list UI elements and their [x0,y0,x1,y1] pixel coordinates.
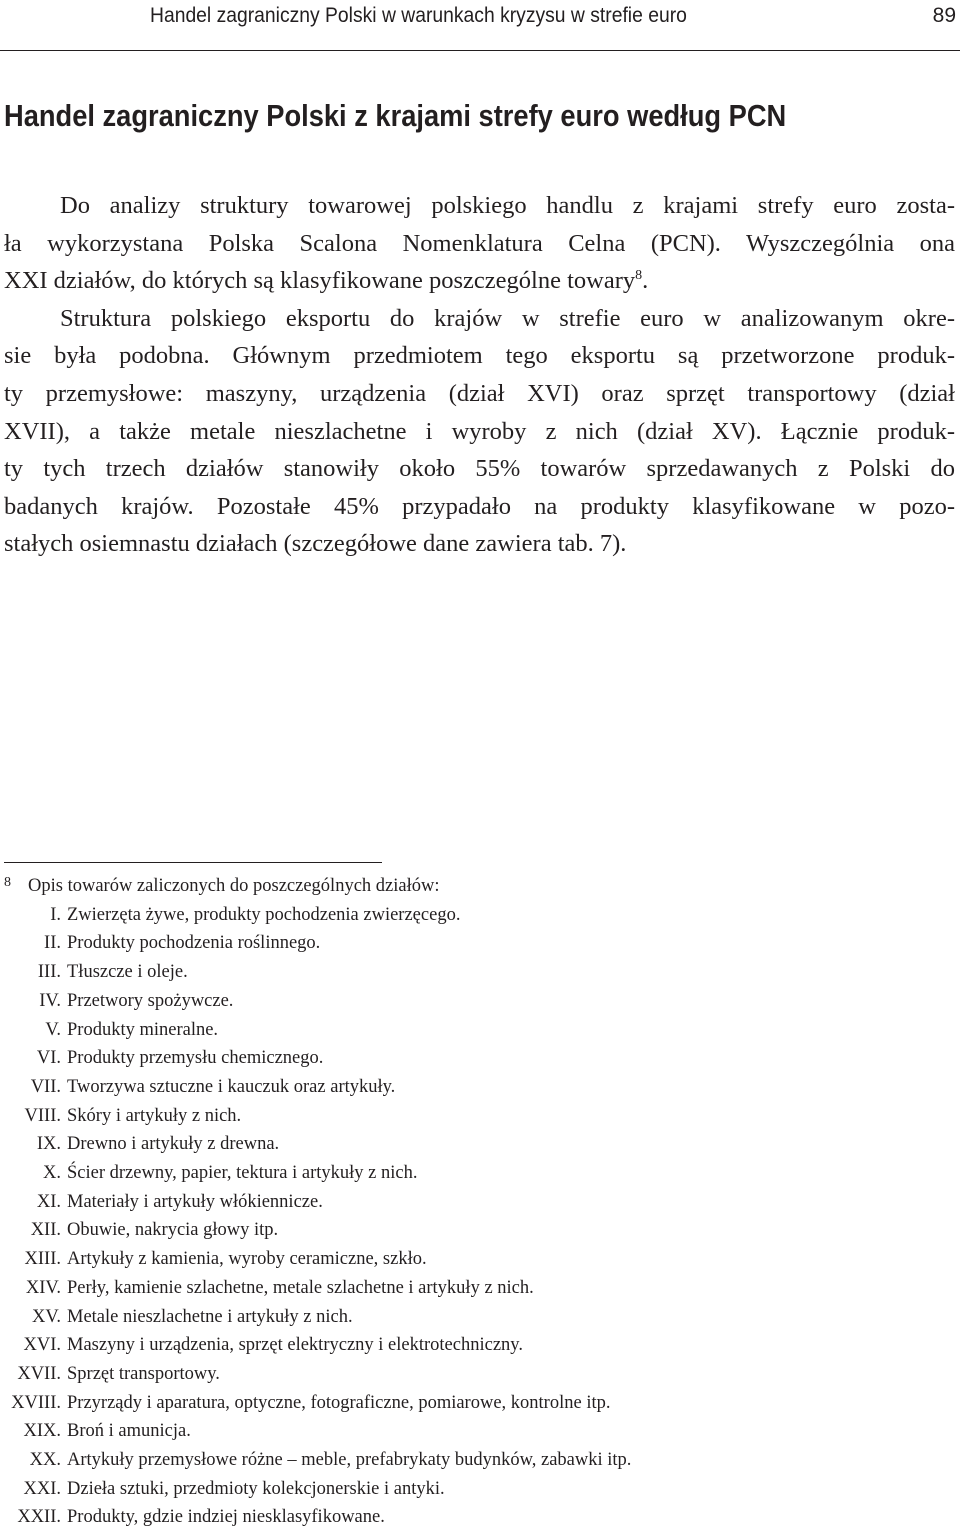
section-description: Skóry i artykuły z nich. [67,1105,242,1126]
section-numeral: IX. [36,1134,61,1155]
section-numeral: XXI. [23,1478,61,1499]
section-description: Broń i amunicja. [67,1421,191,1442]
paragraph-line: XVII), a także metale nieszlachetne i wyroby z nich (dział XV). Łącznie produk- [4,417,955,445]
paragraph-line: stałych osiemnastu działach (szczegółowe dane zawiera tab. 7). [4,530,627,558]
footnote-list-item [0,987,960,1016]
running-title: Handel zagraniczny Polski w warunkach kryzysu w strefie euro [150,4,687,27]
section-description: Obuwie, nakrycia głowy itp. [67,1220,279,1241]
section-numeral: XV. [32,1306,61,1327]
paragraph-line: sie była podobna. Głównym przedmiotem tego eksportu są przetworzone produk- [4,342,955,370]
section-heading: Handel zagraniczny Polski z krajami strefy euro według PCN [4,98,787,133]
footnote-list-item [0,1503,960,1532]
section-description: Dzieła sztuki, przedmioty kolekcjonerskie i antyki. [67,1478,445,1499]
section-description: Materiały i artykuły włókiennicze. [67,1191,323,1212]
section-numeral: IV. [39,990,61,1011]
footnote-list-item [0,901,960,930]
footnote-list-item [0,1216,960,1245]
footnote-list-item [0,1188,960,1217]
footnote-list-item [0,1073,960,1102]
footnote-mark: 8 [4,875,11,890]
section-description: Przetwory spożywcze. [67,990,234,1011]
section-description: Maszyny i urządzenia, sprzęt elektryczny i elektrotechniczny. [67,1335,523,1356]
section-description: Perły, kamienie szlachetne, metale szlachetne i artykuły z nich. [67,1277,534,1298]
section-description: Sprzęt transportowy. [67,1363,220,1384]
section-numeral: VII. [30,1076,61,1097]
footnote-list-item [0,1274,960,1303]
footnote-list-item [0,1331,960,1360]
section-description: Produkty pochodzenia roślinnego. [67,933,321,954]
section-numeral: XIV. [25,1277,61,1298]
section-numeral: XI. [36,1191,61,1212]
footnote-list [0,901,960,1532]
paragraph-line: badanych krajów. Pozostałe 45% przypadało na produkty klasyfikowane w pozo- [4,492,955,520]
section-numeral: XIX. [23,1421,61,1442]
footnote-list-item [0,1389,960,1418]
page-number: 89 [932,4,956,27]
section-numeral: VIII. [24,1105,61,1126]
paragraph-line-text: XXI działów, do których są klasyfikowane poszczególne towary [4,267,636,295]
section-description: Przyrządy i aparatura, optyczne, fotograficzne, pomiarowe, kontrolne itp. [67,1392,611,1413]
section-description: Artykuły z kamienia, wyroby ceramiczne, szkło. [67,1249,427,1270]
footnote-list-item [0,1360,960,1389]
section-numeral: XVIII. [11,1392,61,1413]
footnote-list-item [0,1130,960,1159]
section-numeral: XVII. [17,1363,61,1384]
section-description: Ścier drzewny, papier, tektura i artykuły z nich. [67,1163,418,1184]
footnote-list-item [0,1044,960,1073]
footnote-list-item [0,1446,960,1475]
section-description: Tłuszcze i oleje. [67,962,188,983]
section-description: Produkty, gdzie indziej niesklasyfikowane. [67,1507,385,1528]
section-numeral: XII. [30,1220,61,1241]
footnote-list-item [0,1475,960,1504]
footnote-list-item [0,1417,960,1446]
footnote-intro-row [0,872,960,901]
footnote-list-item [0,1303,960,1332]
paragraph-line: ty tych trzech działów stanowiły około 55% towarów sprzedawanych z Polski do [4,455,955,483]
footnote-divider [4,862,382,863]
section-numeral: XIII. [24,1249,61,1270]
section-numeral: I. [50,904,61,925]
section-description: Drewno i artykuły z drewna. [67,1134,280,1155]
section-description: Zwierzęta żywe, produkty pochodzenia zwierzęcego. [67,904,461,925]
section-numeral: III. [37,962,61,983]
section-numeral: VI. [36,1048,61,1069]
running-header [0,0,960,51]
paragraph-line: Struktura polskiego eksportu do krajów w strefie euro w analizowanym okre- [60,304,955,332]
footnote-reference[interactable]: 8 [635,268,643,284]
section-description: Artykuły przemysłowe różne – meble, prefabrykaty budynków, zabawki itp. [67,1450,632,1471]
section-description: Metale nieszlachetne i artykuły z nich. [67,1306,353,1327]
footnote-list-item [0,1016,960,1045]
section-description: Tworzywa sztuczne i kauczuk oraz artykuły. [67,1076,396,1097]
body-paragraph [4,187,955,563]
footnote-list-item [0,929,960,958]
footnote-list-item [0,958,960,987]
section-numeral: V. [45,1019,61,1040]
footnote-list-item [0,1102,960,1131]
paragraph-line: ty przemysłowe: maszyny, urządzenia (dział XVI) oraz sprzęt transportowy (dział [4,379,955,407]
paragraph-line-with-footnote [4,262,955,300]
section-numeral: X. [43,1163,61,1184]
paragraph-line: ła wykorzystana Polska Scalona Nomenklatura Celna (PCN). Wyszczególnia ona [4,229,955,257]
paragraph-line: Do analizy struktury towarowej polskiego handlu z krajami strefy euro zosta- [60,192,955,219]
footnote [0,872,960,1532]
section-description: Produkty przemysłu chemicznego. [67,1048,324,1069]
footnote-list-item [0,1245,960,1274]
section-numeral: XX. [29,1450,61,1471]
section-numeral: II. [44,933,61,954]
section-numeral: XVI. [23,1335,61,1356]
footnote-intro: Opis towarów zaliczonych do poszczególnych działów: [28,876,440,896]
paragraph-line-end: . [642,267,649,295]
section-description: Produkty mineralne. [67,1019,219,1040]
footnote-list-item [0,1159,960,1188]
section-numeral: XXII. [17,1507,61,1528]
